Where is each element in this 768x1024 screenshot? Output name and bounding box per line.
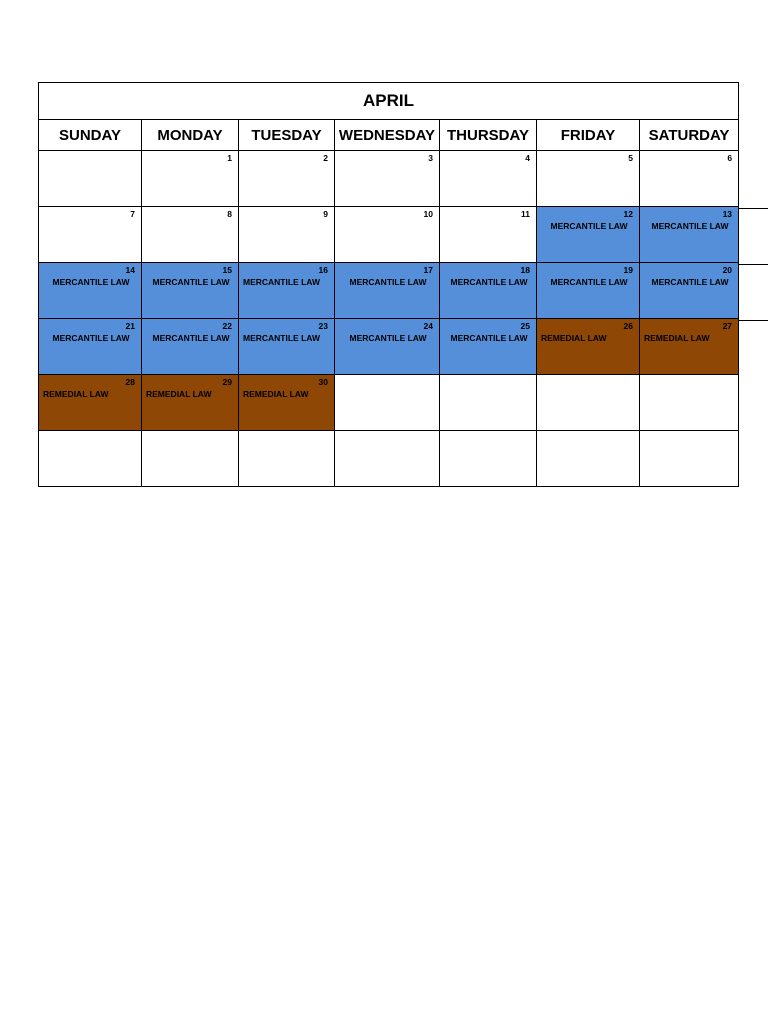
day-cell-content <box>239 263 334 318</box>
event-mercantile-law: MERCANTILE LAW <box>349 333 427 343</box>
day-number <box>39 431 141 444</box>
day-number: 21 <box>125 321 135 331</box>
event-mercantile-law: MERCANTILE LAW <box>243 333 320 343</box>
day-cell <box>440 375 537 431</box>
day-cell <box>537 151 640 207</box>
day-cell-content <box>440 375 536 430</box>
day-cell <box>142 207 239 263</box>
day-cell <box>537 207 640 263</box>
day-cell-content <box>537 151 639 206</box>
day-cell-content <box>440 431 536 486</box>
day-cell <box>142 151 239 207</box>
day-cell <box>335 151 440 207</box>
week-row <box>39 207 739 263</box>
event-mercantile-law: MERCANTILE LAW <box>550 277 628 287</box>
day-cell <box>640 263 739 319</box>
day-number: 27 <box>722 321 733 331</box>
day-cell <box>440 319 537 375</box>
weekday-monday: MONDAY <box>142 120 239 151</box>
day-number <box>440 375 536 388</box>
day-number: 22 <box>222 321 232 331</box>
day-cell-content <box>39 319 141 374</box>
day-cell <box>239 207 335 263</box>
day-cell-content <box>142 431 238 486</box>
day-number: 3 <box>428 153 433 163</box>
day-cell-content <box>239 151 334 206</box>
day-cell-content <box>640 431 738 486</box>
day-cell-content <box>640 263 738 318</box>
weekday-thursday: THURSDAY <box>440 120 537 151</box>
day-cell-content <box>335 263 439 318</box>
day-cell-content <box>440 319 536 374</box>
day-number <box>335 375 439 388</box>
day-number <box>640 375 738 388</box>
day-cell-content <box>142 319 238 374</box>
day-cell-content <box>39 431 141 486</box>
day-cell <box>39 151 142 207</box>
day-cell <box>537 319 640 375</box>
event-mercantile-law: MERCANTILE LAW <box>450 333 528 343</box>
day-cell-content <box>239 207 334 262</box>
day-number <box>537 431 639 444</box>
event-remedial-law: REMEDIAL LAW <box>146 389 212 399</box>
calendar-table <box>38 82 739 487</box>
day-number: 7 <box>130 209 135 219</box>
day-cell <box>335 263 440 319</box>
day-number: 19 <box>623 265 633 275</box>
day-cell-content <box>239 431 334 486</box>
event-mercantile-law: MERCANTILE LAW <box>152 277 230 287</box>
day-cell <box>39 207 142 263</box>
day-cell-content <box>640 151 738 206</box>
day-cell <box>142 319 239 375</box>
day-cell <box>39 263 142 319</box>
day-cell <box>39 431 142 487</box>
day-cell <box>440 151 537 207</box>
day-number: 29 <box>222 377 232 387</box>
event-remedial-law: REMEDIAL LAW <box>644 333 710 343</box>
day-number <box>142 431 238 444</box>
week-row <box>39 375 739 431</box>
day-cell-content <box>239 375 334 430</box>
event-remedial-law: REMEDIAL LAW <box>541 333 607 343</box>
day-cell-content <box>39 207 141 262</box>
day-number: 25 <box>520 321 530 331</box>
day-cell-content <box>640 207 738 262</box>
day-cell-content <box>335 319 439 374</box>
calendar-body <box>39 151 739 487</box>
day-number: 26 <box>623 321 633 331</box>
day-cell-content <box>335 375 439 430</box>
day-cell <box>335 319 440 375</box>
day-cell <box>537 375 640 431</box>
day-cell <box>640 431 739 487</box>
event-mercantile-law: MERCANTILE LAW <box>450 277 528 287</box>
day-cell <box>142 431 239 487</box>
day-cell-content <box>239 319 334 374</box>
day-cell <box>335 431 440 487</box>
day-cell <box>239 151 335 207</box>
day-number <box>537 375 639 388</box>
day-cell <box>640 319 739 375</box>
week-row <box>39 319 739 375</box>
day-cell-content <box>640 375 738 430</box>
day-number: 16 <box>318 265 328 275</box>
weekday-header-row <box>39 120 739 151</box>
day-number <box>239 431 334 444</box>
day-number: 6 <box>727 153 733 163</box>
event-mercantile-law: MERCANTILE LAW <box>52 277 130 287</box>
day-number: 2 <box>323 153 328 163</box>
event-mercantile-law: MERCANTILE LAW <box>152 333 230 343</box>
day-number: 23 <box>318 321 328 331</box>
event-remedial-law: REMEDIAL LAW <box>243 389 309 399</box>
day-cell-content <box>537 375 639 430</box>
day-number: 14 <box>125 265 135 275</box>
day-cell-content <box>537 431 639 486</box>
day-cell <box>335 207 440 263</box>
day-number: 20 <box>722 265 733 275</box>
day-number <box>335 431 439 444</box>
day-cell <box>39 319 142 375</box>
week-row <box>39 431 739 487</box>
day-cell <box>239 319 335 375</box>
day-number: 4 <box>525 153 530 163</box>
day-cell-content <box>537 207 639 262</box>
day-cell <box>440 207 537 263</box>
month-header-row <box>39 83 739 120</box>
day-number: 15 <box>222 265 232 275</box>
day-cell-content <box>640 319 738 374</box>
day-cell <box>440 263 537 319</box>
event-mercantile-law: MERCANTILE LAW <box>550 221 628 231</box>
day-number: 17 <box>423 265 433 275</box>
weekday-saturday: SATURDAY <box>640 120 739 151</box>
day-cell <box>239 431 335 487</box>
day-cell <box>239 263 335 319</box>
day-cell <box>537 263 640 319</box>
event-mercantile-law: MERCANTILE LAW <box>349 277 427 287</box>
row-divider-extension <box>738 320 768 321</box>
week-row <box>39 263 739 319</box>
day-cell-content <box>142 207 238 262</box>
event-mercantile-law: MERCANTILE LAW <box>52 333 130 343</box>
day-cell <box>39 375 142 431</box>
day-cell-content <box>537 319 639 374</box>
day-cell-content <box>142 375 238 430</box>
day-cell-content <box>335 151 439 206</box>
day-cell <box>640 375 739 431</box>
event-mercantile-law: MERCANTILE LAW <box>243 277 320 287</box>
day-cell-content <box>537 263 639 318</box>
day-number: 11 <box>521 209 530 219</box>
day-cell-content <box>440 151 536 206</box>
day-cell-content <box>39 375 141 430</box>
weekday-wednesday: WEDNESDAY <box>335 120 440 151</box>
day-cell-content <box>39 263 141 318</box>
day-cell-content <box>335 431 439 486</box>
month-title: APRIL <box>39 83 739 120</box>
day-number <box>640 431 738 444</box>
day-number: 24 <box>423 321 433 331</box>
day-cell-content <box>142 151 238 206</box>
day-number: 30 <box>318 377 328 387</box>
day-cell <box>640 151 739 207</box>
row-divider-extension <box>738 264 768 265</box>
event-mercantile-law: MERCANTILE LAW <box>651 277 729 287</box>
day-number <box>440 431 536 444</box>
day-cell <box>142 375 239 431</box>
day-cell-content <box>440 263 536 318</box>
day-cell <box>640 207 739 263</box>
event-remedial-law: REMEDIAL LAW <box>43 389 109 399</box>
day-cell-content <box>39 151 141 206</box>
day-number: 13 <box>722 209 733 219</box>
day-number: 12 <box>623 209 633 219</box>
day-number: 28 <box>125 377 135 387</box>
weekday-friday: FRIDAY <box>537 120 640 151</box>
day-number: 8 <box>227 209 232 219</box>
day-cell <box>142 263 239 319</box>
day-cell <box>440 431 537 487</box>
weekday-sunday: SUNDAY <box>39 120 142 151</box>
row-divider-extension <box>738 208 768 209</box>
weekday-tuesday: TUESDAY <box>239 120 335 151</box>
day-number: 1 <box>227 153 232 163</box>
day-number: 9 <box>323 209 328 219</box>
day-cell <box>335 375 440 431</box>
day-cell-content <box>142 263 238 318</box>
day-cell-content <box>440 207 536 262</box>
day-number: 10 <box>423 209 433 219</box>
day-number: 18 <box>520 265 530 275</box>
day-number <box>39 151 141 164</box>
day-cell-content <box>335 207 439 262</box>
week-row <box>39 151 739 207</box>
day-number: 5 <box>628 153 633 163</box>
event-mercantile-law: MERCANTILE LAW <box>651 221 729 231</box>
day-cell <box>239 375 335 431</box>
day-cell <box>537 431 640 487</box>
